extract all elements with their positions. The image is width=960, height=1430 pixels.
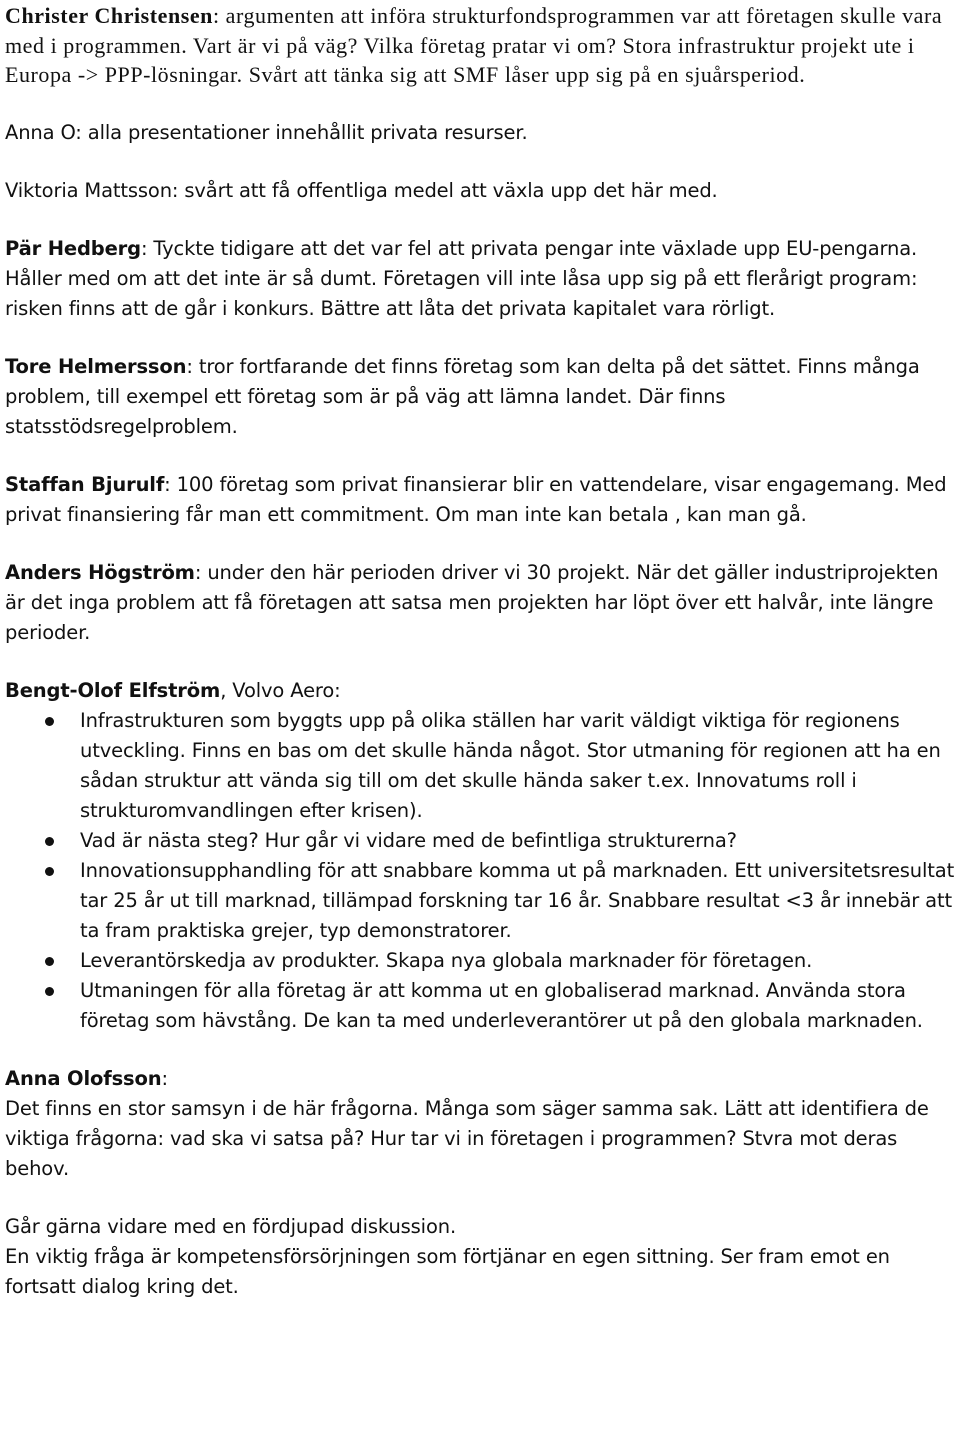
paragraph-spacer — [5, 1036, 956, 1064]
speaker-name: Anders Högström — [5, 560, 195, 584]
paragraph-spacer — [5, 90, 956, 118]
list-item — [5, 976, 956, 1036]
speaker-name: Anna Olofsson — [5, 1066, 162, 1090]
speaker-name: Tore Helmersson — [5, 354, 187, 378]
paragraph-christer-christensen — [5, 1, 956, 90]
paragraph-viktoria-mattsson: Viktoria Mattsson: svårt att få offentliga medel att växla upp det här med. — [5, 178, 718, 202]
paragraph-spacer — [5, 442, 956, 470]
list-item-text: Infrastrukturen som byggts upp på olika ställen har varit väldigt viktiga för regionens utveckling. Finns en bas om det skulle hända något. Stor utmaning för regionen att ha en sådan struktur att vända sig till om det skulle hända saker t.ex. Innovatums roll i strukturomvandlingen efter krisen). — [80, 708, 941, 822]
list-item — [5, 946, 956, 976]
paragraph-staffan-bjurulf — [5, 470, 956, 530]
paragraph-bengt-olof-elfstrom — [5, 676, 956, 706]
paragraph-anna-olofsson-body: Det finns en stor samsyn i de här frågorna. Många som säger samma sak. Lätt att identifiera de viktiga frågorna: vad ska vi satsa på? Hur tar vi in företagen i programmen? Stvra mot deras behov. — [5, 1096, 929, 1180]
paragraph-spacer — [5, 206, 956, 234]
paragraph-tore-helmersson — [5, 352, 956, 442]
list-item — [5, 856, 956, 946]
paragraph-text: : Tyckte tidigare att det var fel att privata pengar inte växlade upp EU-pengarna. Håller med om att det inte är så dumt. Företagen vill inte låsa upp sig på ett flerårigt program: risken finns att de går i konkurs. Bättre att låta det privata kapitalet vara rörligt. — [5, 236, 918, 320]
paragraph-spacer — [5, 1184, 956, 1212]
bullet-list — [5, 706, 956, 1036]
bullet-icon — [45, 987, 54, 996]
speaker-name: Staffan Bjurulf — [5, 472, 165, 496]
speaker-name: Pär Hedberg — [5, 236, 141, 260]
paragraph-anna-olofsson-heading — [5, 1064, 956, 1094]
bullet-icon — [45, 717, 54, 726]
paragraph-par-hedberg — [5, 234, 956, 324]
paragraph-text: : tror fortfarande det finns företag som kan delta på det sättet. Finns många problem, till exempel ett företag som är på väg att lämna landet. Där finns statsstödsregelproblem. — [5, 354, 920, 438]
speaker-name: Bengt-Olof Elfström — [5, 678, 221, 702]
bullet-icon — [45, 957, 54, 966]
paragraph-spacer — [5, 648, 956, 676]
paragraph-text: : 100 företag som privat finansierar blir en vattendelare, visar engagemang. Med privat finansiering får man ett commitment. Om man inte kan betala , kan man gå. — [5, 472, 947, 526]
list-item-text: Utmaningen för alla företag är att komma ut en globaliserad marknad. Använda stora företag som hävstång. De kan ta med underleverantörer ut på den globala marknaden. — [80, 978, 923, 1032]
list-item — [5, 706, 956, 826]
bullet-icon — [45, 837, 54, 846]
paragraph-spacer — [5, 530, 956, 558]
bullet-icon — [45, 867, 54, 876]
closing-line-1: Går gärna vidare med en fördjupad diskussion. — [5, 1214, 456, 1238]
paragraph-text: , Volvo Aero: — [220, 678, 341, 702]
list-item-text: Vad är nästa steg? Hur går vi vidare med de befintliga strukturerna? — [80, 828, 737, 852]
list-item — [5, 826, 956, 856]
paragraph-text: : argumenten att införa strukturfondsprogrammen var att företagen skulle vara med i programmen. Vart är vi på väg? Vilka företag pratar vi om? Stora infrastruktur projekt ute i Europa -> PPP-lösningar. Svårt att tänka sig att SMF låser upp sig på en sjuårsperiod. — [5, 3, 943, 87]
paragraph-text: : — [161, 1066, 168, 1090]
paragraph-spacer — [5, 324, 956, 352]
speaker-name: Christer Christensen — [5, 3, 213, 28]
closing-line-2: En viktig fråga är kompetensförsörjningen som förtjänar en egen sittning. Ser fram emot en fortsatt dialog kring det. — [5, 1244, 890, 1298]
paragraph-spacer — [5, 148, 956, 176]
list-item-text: Leverantörskedja av produkter. Skapa nya globala marknader för företagen. — [80, 948, 813, 972]
paragraph-text: : under den här perioden driver vi 30 projekt. När det gäller industriprojekten är det inga problem att få företagen att satsa men projekten har löpt över ett halvår, inte längre perioder. — [5, 560, 939, 644]
list-item-text: Innovationsupphandling för att snabbare komma ut på marknaden. Ett universitetsresultat tar 25 år ut till marknad, tillämpad forskning tar 16 år. Snabbare resultat <3 år innebär att ta fram praktiska grejer, typ demonstratorer. — [80, 858, 955, 942]
paragraph-anders-hogstrom — [5, 558, 956, 648]
paragraph-anna-o: Anna O: alla presentationer innehållit privata resurser. — [5, 120, 528, 144]
